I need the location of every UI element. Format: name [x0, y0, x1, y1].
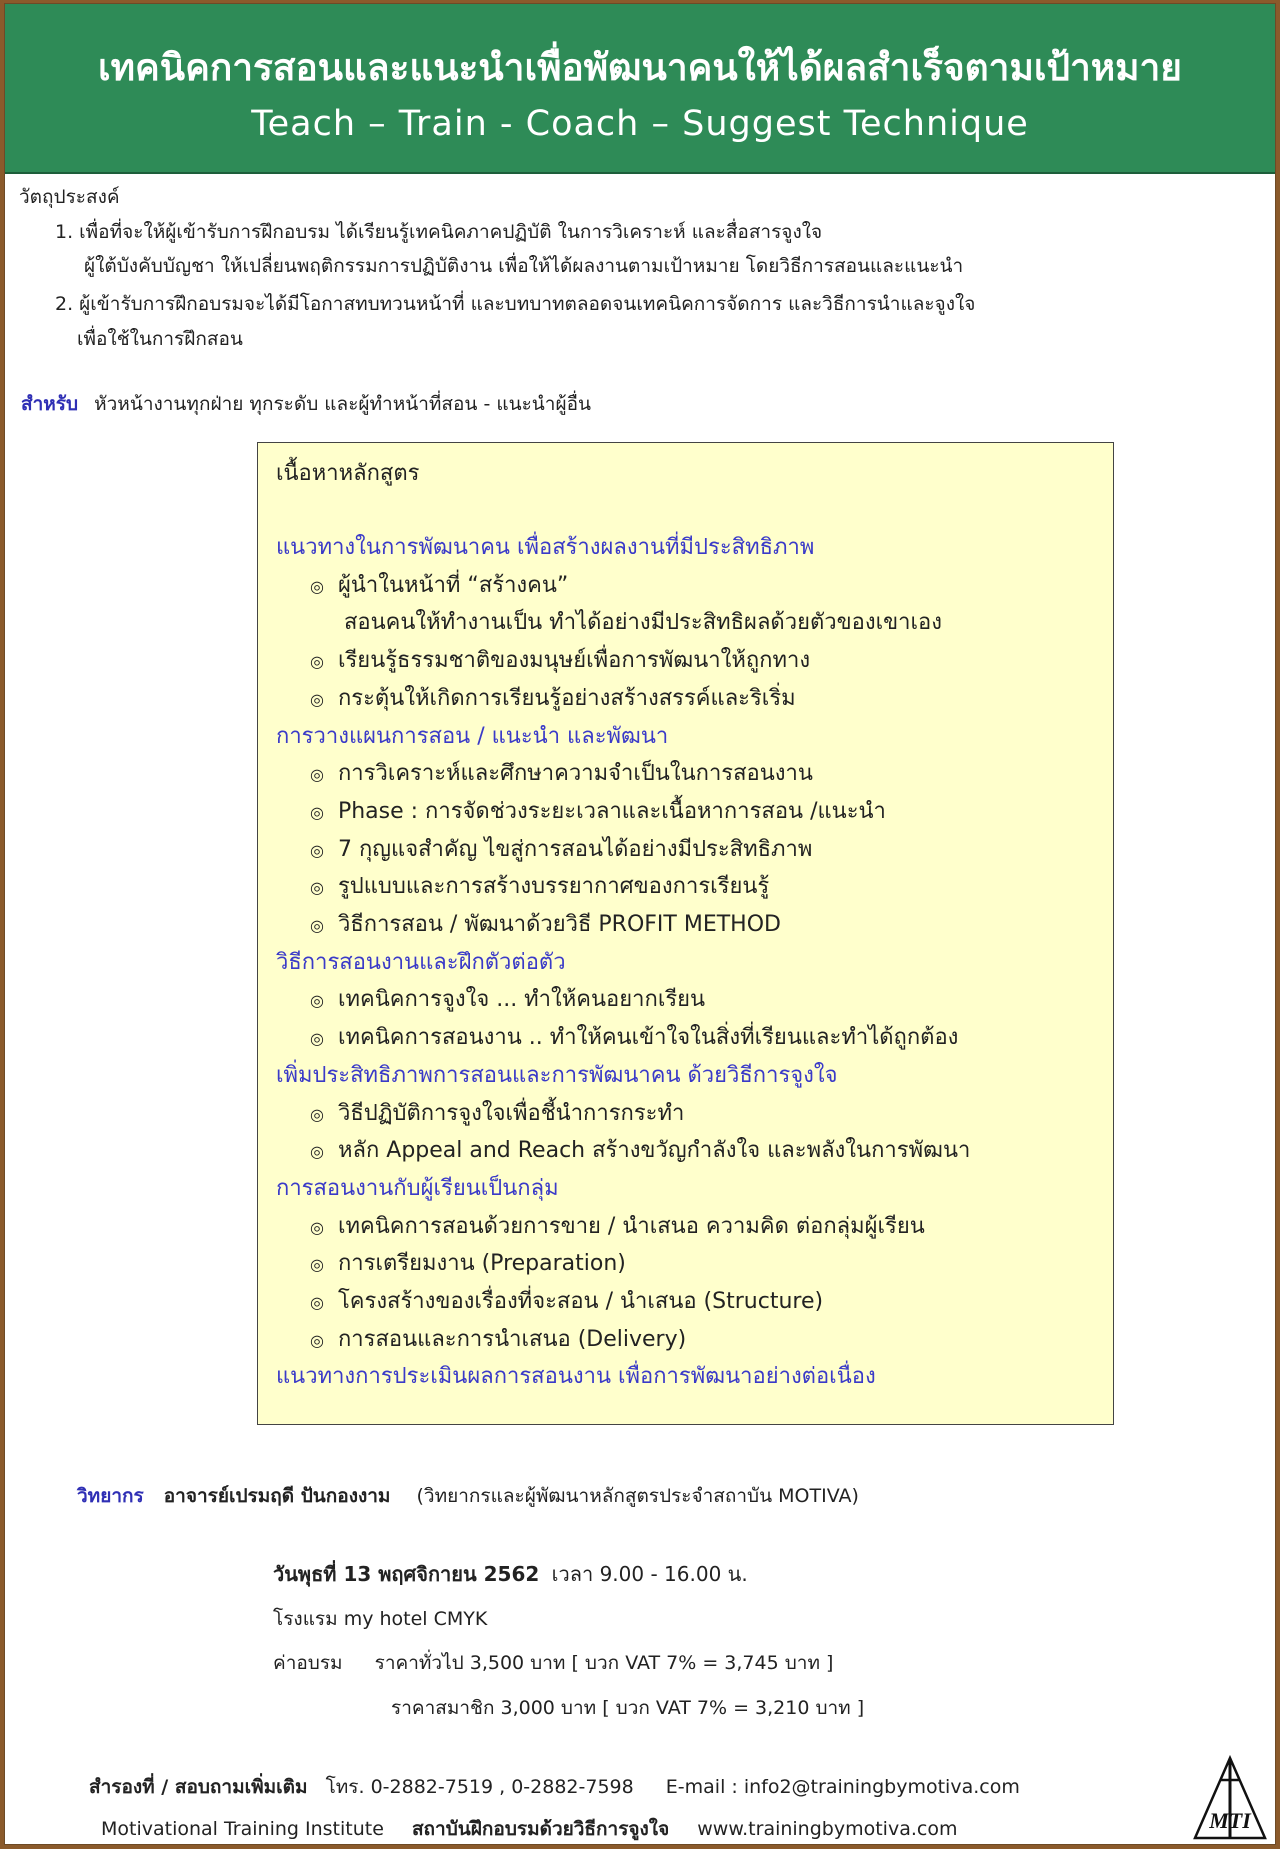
content-section-heading: แนวทางในการพัฒนาคน เพื่อสร้างผลงานที่มีประสิทธิภาพ	[276, 535, 815, 560]
content-bullet-text: เทคนิคการสอนด้วยการขาย / นำเสนอ ความคิด ต่อกลุ่มผู้เรียน	[337, 1213, 925, 1239]
content-bullet-text: การเตรียมงาน (Preparation)	[337, 1251, 626, 1277]
content-bullet-item	[310, 793, 886, 828]
content-bullet-text: รูปแบบและการสร้างบรรยากาศของการเรียนรู้	[337, 874, 770, 900]
bullet-icon: ◎	[310, 652, 324, 672]
content-section-heading: การวางแผนการสอน / แนะนำ และพัฒนา	[276, 723, 669, 749]
logo-text: MTI	[1209, 1808, 1251, 1833]
speaker-row	[77, 1481, 859, 1511]
audience-row	[21, 389, 591, 419]
objective-2-line-1: 2. ผู้เข้ารับการฝึกอบรมจะได้มีโอกาสทบทวนหน้าที่ และบทบาทตลอดจนเทคนิคการจัดการ และวิธีการนำและจูงใจ	[55, 293, 976, 315]
content-section-heading: แนวทางการประเมินผลการสอนงาน เพื่อการพัฒนาอย่างต่อเนื่อง	[276, 1364, 876, 1390]
fee-member: ราคาสมาชิก 3,000 บาท [ บวก VAT 7% = 3,210 บาท ]	[391, 1697, 865, 1719]
schedule-time: เวลา 9.00 - 16.00 น.	[551, 1562, 748, 1586]
content-bullet-text: โครงสร้างของเรื่องที่จะสอน / นำเสนอ (Structure)	[337, 1289, 824, 1314]
schedule-date-row	[273, 1558, 748, 1590]
content-bullet-text: ผู้นำในหน้าที่ “สร้างคน”	[337, 572, 569, 598]
title-english: Teach – Train - Coach – Suggest Technique	[251, 104, 1029, 144]
speaker-note: (วิทยากรและผู้พัฒนาหลักสูตรประจำสถาบัน MOTIVA)	[416, 1485, 859, 1507]
bullet-icon: ◎	[310, 689, 324, 709]
mti-logo	[1191, 1754, 1269, 1842]
speaker-name: อาจารย์เปรมฤดี ปันกองงาม	[163, 1485, 391, 1507]
objective-1-line-2: ผู้ใต้บังคับบัญชา ให้เปลี่ยนพฤติกรรมการปฏิบัติงาน เพื่อให้ได้ผลงานตามเป้าหมาย โดยวิธีการสอนและแนะนำ	[84, 255, 964, 277]
content-section-heading: การสอนงานกับผู้เรียนเป็นกลุ่ม	[276, 1175, 559, 1201]
bullet-icon: ◎	[310, 878, 324, 898]
content-bullet-item	[310, 1208, 925, 1243]
content-bullet-item	[310, 1321, 686, 1356]
bullet-icon: ◎	[310, 1330, 324, 1350]
institute-website[interactable]: www.trainingbymotiva.com	[697, 1818, 958, 1840]
bullet-icon: ◎	[310, 1255, 324, 1275]
bullet-icon: ◎	[310, 916, 324, 935]
content-bullet-item	[310, 1019, 958, 1054]
content-bullet-item	[310, 1132, 970, 1167]
bullet-icon: ◎	[310, 840, 324, 860]
schedule-date: วันพุธที่ 13 พฤศจิกายน 2562	[273, 1562, 540, 1586]
bullet-icon: ◎	[310, 1029, 324, 1049]
fee-row-general	[273, 1648, 833, 1678]
content-bullet-text: หลัก Appeal and Reach สร้างขวัญกำลังใจ และพลังในการพัฒนา	[337, 1138, 971, 1164]
contact-email[interactable]: E-mail : info2@trainingbymotiva.com	[665, 1776, 1020, 1798]
content-bullet-text: 7 กุญแจสำคัญ ไขสู่การสอนได้อย่างมีประสิทธิภาพ	[337, 836, 813, 862]
bullet-icon: ◎	[310, 1104, 324, 1124]
content-bullet-text: เทคนิคการสอนงาน .. ทำให้คนเข้าใจในสิ่งที่เรียนและทำได้ถูกต้อง	[337, 1025, 959, 1051]
bullet-icon: ◎	[310, 1217, 324, 1237]
bullet-icon: ◎	[310, 576, 324, 596]
content-bullet-text: กระตุ้นให้เกิดการเรียนรู้อย่างสร้างสรรค์และริเริ่ม	[337, 685, 796, 711]
schedule-venue: โรงแรม my hotel CMYK	[273, 1608, 488, 1630]
institute-name-th: สถาบันฝึกอบรมด้วยวิธีการจูงใจ	[411, 1818, 670, 1840]
brochure-frame	[4, 3, 1276, 1845]
bullet-icon: ◎	[310, 1142, 324, 1162]
institute-row	[101, 1814, 957, 1844]
content-bullet-item	[310, 1095, 684, 1130]
bullet-icon: ◎	[310, 991, 324, 1011]
content-bullet-item	[310, 1245, 626, 1280]
content-section-heading: เพิ่มประสิทธิภาพการสอนและการพัฒนาคน ด้วยวิธีการจูงใจ	[276, 1062, 838, 1088]
title-thai: เทคนิคการสอนและแนะนำเพื่อพัฒนาคนให้ได้ผลสำเร็จตามเป้าหมาย	[98, 46, 1182, 89]
institute-name-en: Motivational Training Institute	[101, 1818, 384, 1840]
speaker-label: วิทยากร	[77, 1485, 144, 1507]
fee-label: ค่าอบรม	[273, 1652, 343, 1674]
content-bullet-text: วิธีการสอน / พัฒนาด้วยวิธี PROFIT METHOD	[337, 912, 781, 937]
content-bullet-item	[310, 567, 568, 602]
content-bullet-item	[310, 1283, 823, 1318]
content-bullet-item	[310, 831, 812, 866]
contact-row	[89, 1772, 1020, 1802]
content-bullet-item	[310, 642, 810, 677]
content-bullet-item	[310, 868, 769, 903]
content-bullet-text: การวิเคราะห์และศึกษาความจำเป็นในการสอนงาน	[337, 761, 813, 787]
content-bullet-item	[310, 755, 813, 790]
content-bullet-text: วิธีปฏิบัติการจูงใจเพื่อชี้นำการกระทำ	[337, 1100, 685, 1126]
content-bullet-text: เรียนรู้ธรรมชาติของมนุษย์เพื่อการพัฒนาให้ถูกทาง	[337, 648, 811, 674]
content-bullet-item	[310, 906, 781, 941]
course-content-box	[257, 442, 1114, 1425]
audience-label: สำหรับ	[21, 393, 79, 415]
content-section-heading: วิธีการสอนงานและฝึกตัวต่อตัว	[276, 949, 566, 975]
content-bullet-text: เทคนิคการจูงใจ ... ทำให้คนอยากเรียน	[337, 987, 706, 1013]
fee-general: ราคาทั่วไป 3,500 บาท [ บวก VAT 7% = 3,745 บาท ]	[374, 1652, 834, 1674]
content-bullet-text: การสอนและการนำเสนอ (Delivery)	[337, 1326, 687, 1352]
content-continuation-line: สอนคนให้ทำงานเป็น ทำได้อย่างมีประสิทธิผลด้วยตัวของเขาเอง	[344, 610, 942, 636]
bullet-icon: ◎	[310, 802, 324, 822]
content-bullet-item	[310, 680, 796, 715]
header-banner	[5, 4, 1275, 174]
objectives-label: วัตถุประสงค์	[19, 186, 120, 208]
bullet-icon: ◎	[310, 765, 324, 785]
contact-phone[interactable]: โทร. 0-2882-7519 , 0-2882-7598	[325, 1776, 634, 1798]
bullet-icon: ◎	[310, 1293, 324, 1312]
content-bullet-item	[310, 981, 705, 1016]
objective-1-line-1: 1. เพื่อที่จะให้ผู้เข้ารับการฝึกอบรม ได้เรียนรู้เทคนิคภาคปฏิบัติ ในการวิเคราะห์ และสื่อสารจูงใจ	[55, 221, 823, 243]
content-bullet-text: Phase : การจัดช่วงระยะเวลาและเนื้อหาการสอน /แนะนำ	[337, 798, 886, 824]
content-title: เนื้อหาหลักสูตร	[276, 461, 420, 486]
audience-text: หัวหน้างานทุกฝ่าย ทุกระดับ และผู้ทำหน้าที่สอน - แนะนำผู้อื่น	[94, 393, 591, 415]
contact-label: สำรองที่ / สอบถามเพิ่มเติม	[89, 1776, 308, 1798]
objective-2-line-2: เพื่อใช้ในการฝึกสอน	[77, 328, 243, 350]
